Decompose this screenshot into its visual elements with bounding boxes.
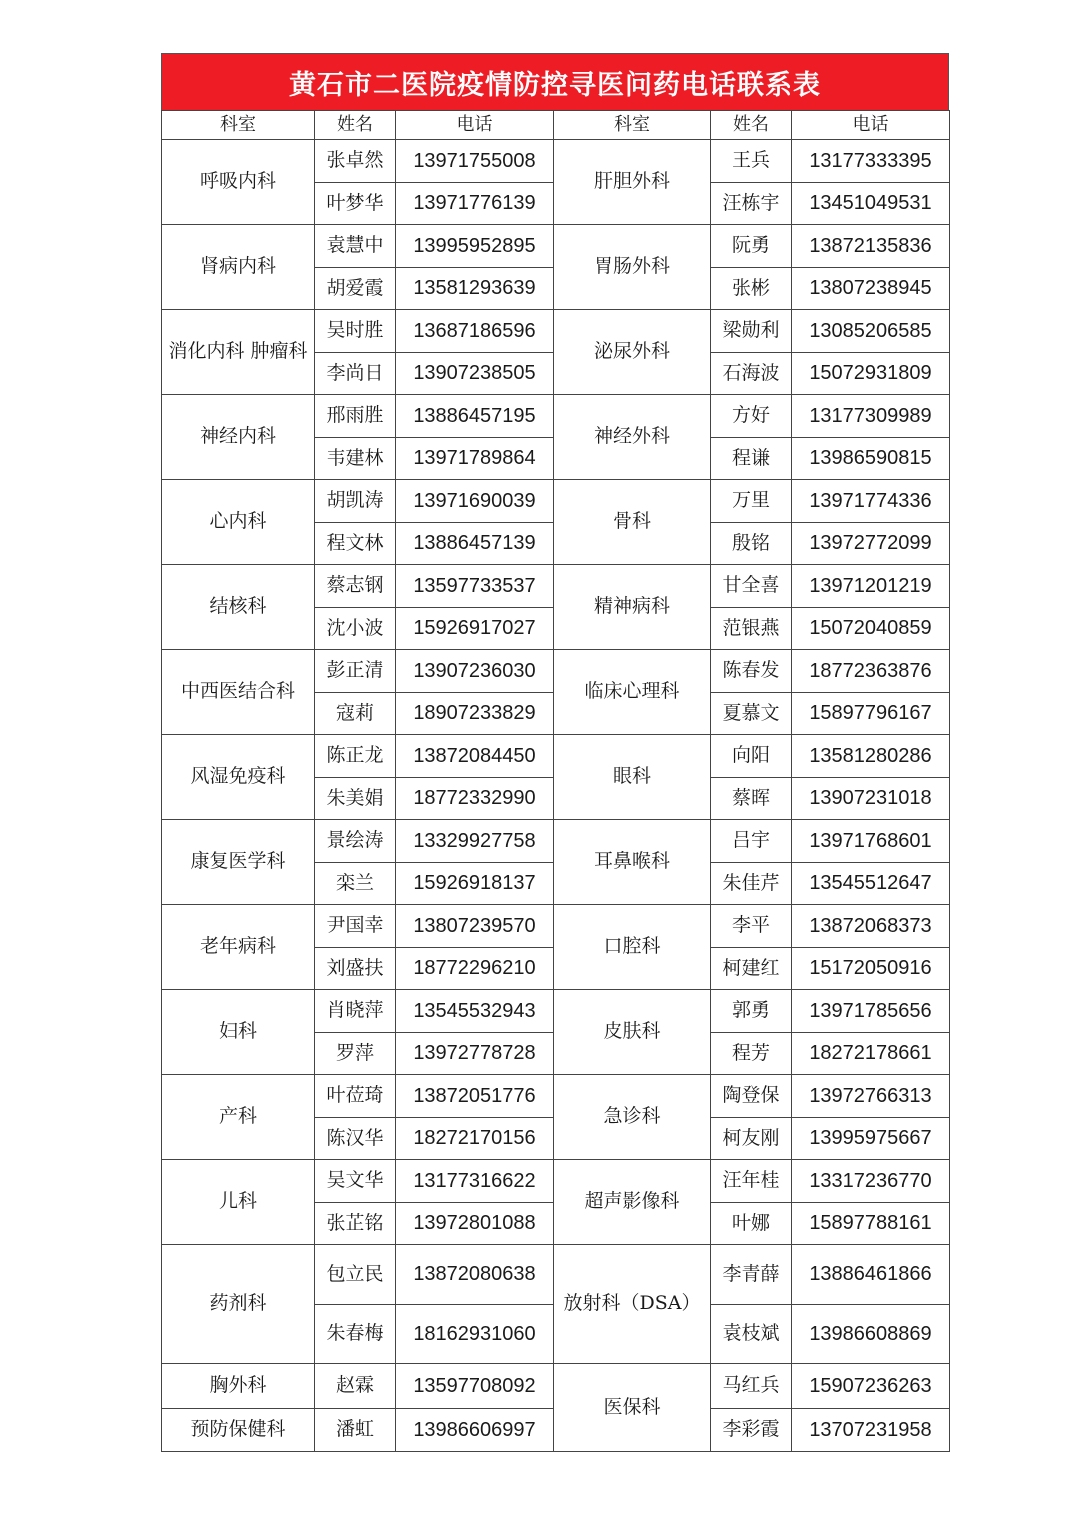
left-name-cell: 蔡志钢 — [315, 565, 396, 608]
right-name-cell: 蔡晖 — [711, 778, 792, 820]
table-row — [162, 310, 950, 353]
right-phone-cell: 13177333395 — [792, 140, 950, 183]
right-name-cell: 万里 — [711, 480, 792, 523]
right-phone-cell: 13986590815 — [792, 438, 950, 480]
left-dept-cell: 药剂科 — [162, 1245, 315, 1364]
left-name-cell: 朱春梅 — [315, 1305, 396, 1364]
table-row — [162, 395, 950, 438]
right-dept-cell: 医保科 — [554, 1364, 711, 1452]
right-phone-cell: 13972766313 — [792, 1075, 950, 1118]
left-phone-cell: 13545532943 — [396, 990, 554, 1033]
right-phone-cell: 13971785656 — [792, 990, 950, 1033]
right-dept-cell: 泌尿外科 — [554, 310, 711, 395]
left-phone-cell: 13886457139 — [396, 523, 554, 565]
left-dept-cell: 呼吸内科 — [162, 140, 315, 225]
right-dept-cell: 急诊科 — [554, 1075, 711, 1160]
right-phone-cell: 13545512647 — [792, 863, 950, 905]
right-phone-cell: 18272178661 — [792, 1033, 950, 1075]
table-row — [162, 225, 950, 268]
left-dept-cell: 妇科 — [162, 990, 315, 1075]
right-phone-cell: 13807238945 — [792, 268, 950, 310]
contact-table — [161, 110, 950, 1452]
table-row — [162, 480, 950, 523]
table-row — [162, 650, 950, 693]
left-name-cell: 景绘涛 — [315, 820, 396, 863]
right-dept-cell: 皮肤科 — [554, 990, 711, 1075]
left-phone-cell: 13971690039 — [396, 480, 554, 523]
left-name-cell: 程文林 — [315, 523, 396, 565]
left-phone-cell: 13872080638 — [396, 1245, 554, 1305]
left-dept-cell: 预防保健科 — [162, 1409, 315, 1452]
right-name-cell: 袁枝斌 — [711, 1305, 792, 1364]
left-name-cell: 张卓然 — [315, 140, 396, 183]
right-name-cell: 柯友刚 — [711, 1118, 792, 1160]
right-name-cell: 石海波 — [711, 353, 792, 395]
right-dept-cell: 骨科 — [554, 480, 711, 565]
left-name-cell: 彭正清 — [315, 650, 396, 693]
left-name-cell: 潘虹 — [315, 1409, 396, 1452]
right-name-cell: 陶登保 — [711, 1075, 792, 1118]
left-name-cell: 赵霖 — [315, 1364, 396, 1409]
right-name-cell: 马红兵 — [711, 1364, 792, 1409]
right-phone-cell: 13971768601 — [792, 820, 950, 863]
right-phone-cell: 15897788161 — [792, 1203, 950, 1245]
left-name-cell: 叶莅琦 — [315, 1075, 396, 1118]
page-title: 黄石市二医院疫情防控寻医问药电话联系表 — [161, 53, 949, 110]
left-phone-cell: 13971789864 — [396, 438, 554, 480]
left-phone-cell: 13972801088 — [396, 1203, 554, 1245]
table-body — [162, 111, 950, 1452]
table-row — [162, 140, 950, 183]
left-dept-cell: 产科 — [162, 1075, 315, 1160]
left-phone-cell: 13177316622 — [396, 1160, 554, 1203]
right-phone-cell: 13707231958 — [792, 1409, 950, 1452]
left-phone-cell: 13872084450 — [396, 735, 554, 778]
left-name-cell: 叶梦华 — [315, 183, 396, 225]
left-dept-cell: 消化内科 肿瘤科 — [162, 310, 315, 395]
right-phone-cell: 15897796167 — [792, 693, 950, 735]
table-row — [162, 1245, 950, 1305]
right-dept-cell: 临床心理科 — [554, 650, 711, 735]
left-phone-cell: 13807239570 — [396, 905, 554, 948]
left-phone-cell: 13971755008 — [396, 140, 554, 183]
left-phone-cell: 13329927758 — [396, 820, 554, 863]
right-name-cell: 李彩霞 — [711, 1409, 792, 1452]
right-name-cell: 程谦 — [711, 438, 792, 480]
right-dept-cell: 精神病科 — [554, 565, 711, 650]
right-phone-cell: 13177309989 — [792, 395, 950, 438]
right-dept-cell: 胃肠外科 — [554, 225, 711, 310]
right-name-cell: 陈春发 — [711, 650, 792, 693]
right-name-cell: 叶娜 — [711, 1203, 792, 1245]
right-phone-cell: 15072040859 — [792, 608, 950, 650]
table-row — [162, 565, 950, 608]
right-dept-cell: 神经外科 — [554, 395, 711, 480]
left-name-cell: 邢雨胜 — [315, 395, 396, 438]
left-dept-cell: 结核科 — [162, 565, 315, 650]
left-phone-cell: 13597733537 — [396, 565, 554, 608]
right-name-cell: 范银燕 — [711, 608, 792, 650]
right-phone-cell: 13872135836 — [792, 225, 950, 268]
right-phone-cell: 15907236263 — [792, 1364, 950, 1409]
table-row — [162, 1160, 950, 1203]
right-name-cell: 张彬 — [711, 268, 792, 310]
right-name-cell: 朱佳芹 — [711, 863, 792, 905]
header-name-left: 姓名 — [315, 111, 396, 140]
header-row — [162, 111, 950, 140]
right-name-cell: 李青薛 — [711, 1245, 792, 1305]
right-phone-cell: 13995975667 — [792, 1118, 950, 1160]
right-name-cell: 方好 — [711, 395, 792, 438]
left-phone-cell: 18162931060 — [396, 1305, 554, 1364]
left-phone-cell: 13907236030 — [396, 650, 554, 693]
right-dept-cell: 眼科 — [554, 735, 711, 820]
right-phone-cell: 13971774336 — [792, 480, 950, 523]
header-dept-left: 科室 — [162, 111, 315, 140]
left-phone-cell: 13986606997 — [396, 1409, 554, 1452]
left-phone-cell: 18772332990 — [396, 778, 554, 820]
right-phone-cell: 13317236770 — [792, 1160, 950, 1203]
right-name-cell: 程芳 — [711, 1033, 792, 1075]
left-phone-cell: 15926918137 — [396, 863, 554, 905]
header-name-right: 姓名 — [711, 111, 792, 140]
left-dept-cell: 肾病内科 — [162, 225, 315, 310]
left-dept-cell: 老年病科 — [162, 905, 315, 990]
left-name-cell: 沈小波 — [315, 608, 396, 650]
header-phone-left: 电话 — [396, 111, 554, 140]
right-phone-cell: 15172050916 — [792, 948, 950, 990]
right-name-cell: 阮勇 — [711, 225, 792, 268]
left-name-cell: 罗萍 — [315, 1033, 396, 1075]
table-row — [162, 735, 950, 778]
left-phone-cell: 15926917027 — [396, 608, 554, 650]
table-row — [162, 820, 950, 863]
left-dept-cell: 儿科 — [162, 1160, 315, 1245]
table-row — [162, 905, 950, 948]
left-phone-cell: 13972778728 — [396, 1033, 554, 1075]
right-name-cell: 甘全喜 — [711, 565, 792, 608]
left-phone-cell: 13687186596 — [396, 310, 554, 353]
table-row — [162, 1075, 950, 1118]
right-name-cell: 王兵 — [711, 140, 792, 183]
right-dept-cell: 肝胆外科 — [554, 140, 711, 225]
left-dept-cell: 中西医结合科 — [162, 650, 315, 735]
left-name-cell: 张芷铭 — [315, 1203, 396, 1245]
right-phone-cell: 13872068373 — [792, 905, 950, 948]
left-name-cell: 陈汉华 — [315, 1118, 396, 1160]
left-phone-cell: 13995952895 — [396, 225, 554, 268]
left-name-cell: 刘盛扶 — [315, 948, 396, 990]
left-name-cell: 韦建林 — [315, 438, 396, 480]
left-dept-cell: 胸外科 — [162, 1364, 315, 1409]
left-dept-cell: 康复医学科 — [162, 820, 315, 905]
left-name-cell: 李尚日 — [315, 353, 396, 395]
right-dept-cell: 口腔科 — [554, 905, 711, 990]
left-name-cell: 肖晓萍 — [315, 990, 396, 1033]
left-phone-cell: 13581293639 — [396, 268, 554, 310]
contact-sheet — [161, 53, 949, 1452]
left-phone-cell: 13872051776 — [396, 1075, 554, 1118]
right-name-cell: 吕宇 — [711, 820, 792, 863]
right-phone-cell: 13451049531 — [792, 183, 950, 225]
right-phone-cell: 13886461866 — [792, 1245, 950, 1305]
left-name-cell: 袁慧中 — [315, 225, 396, 268]
left-dept-cell: 风湿免疫科 — [162, 735, 315, 820]
table-row — [162, 1364, 950, 1409]
right-dept-cell: 耳鼻喉科 — [554, 820, 711, 905]
left-phone-cell: 13597708092 — [396, 1364, 554, 1409]
right-name-cell: 殷铭 — [711, 523, 792, 565]
left-name-cell: 栾兰 — [315, 863, 396, 905]
left-dept-cell: 神经内科 — [162, 395, 315, 480]
right-phone-cell: 13972772099 — [792, 523, 950, 565]
right-phone-cell: 13907231018 — [792, 778, 950, 820]
left-phone-cell: 18272170156 — [396, 1118, 554, 1160]
left-phone-cell: 18907233829 — [396, 693, 554, 735]
right-phone-cell: 15072931809 — [792, 353, 950, 395]
left-name-cell: 吴时胜 — [315, 310, 396, 353]
left-name-cell: 包立民 — [315, 1245, 396, 1305]
left-name-cell: 胡爱霞 — [315, 268, 396, 310]
left-name-cell: 吴文华 — [315, 1160, 396, 1203]
right-phone-cell: 13581280286 — [792, 735, 950, 778]
right-dept-cell: 超声影像科 — [554, 1160, 711, 1245]
left-name-cell: 胡凯涛 — [315, 480, 396, 523]
left-name-cell: 尹国幸 — [315, 905, 396, 948]
left-name-cell: 朱美娟 — [315, 778, 396, 820]
right-phone-cell: 13085206585 — [792, 310, 950, 353]
right-name-cell: 夏慕文 — [711, 693, 792, 735]
right-dept-cell: 放射科（DSA） — [554, 1245, 711, 1364]
left-phone-cell: 13907238505 — [396, 353, 554, 395]
table-row — [162, 990, 950, 1033]
right-phone-cell: 13971201219 — [792, 565, 950, 608]
right-name-cell: 向阳 — [711, 735, 792, 778]
left-phone-cell: 13886457195 — [396, 395, 554, 438]
header-phone-right: 电话 — [792, 111, 950, 140]
right-name-cell: 梁勋利 — [711, 310, 792, 353]
left-phone-cell: 13971776139 — [396, 183, 554, 225]
left-dept-cell: 心内科 — [162, 480, 315, 565]
right-name-cell: 汪年桂 — [711, 1160, 792, 1203]
right-name-cell: 柯建红 — [711, 948, 792, 990]
left-name-cell: 陈正龙 — [315, 735, 396, 778]
left-name-cell: 寇莉 — [315, 693, 396, 735]
right-name-cell: 汪栋宇 — [711, 183, 792, 225]
right-phone-cell: 18772363876 — [792, 650, 950, 693]
right-name-cell: 李平 — [711, 905, 792, 948]
left-phone-cell: 18772296210 — [396, 948, 554, 990]
right-phone-cell: 13986608869 — [792, 1305, 950, 1364]
header-dept-right: 科室 — [554, 111, 711, 140]
right-name-cell: 郭勇 — [711, 990, 792, 1033]
